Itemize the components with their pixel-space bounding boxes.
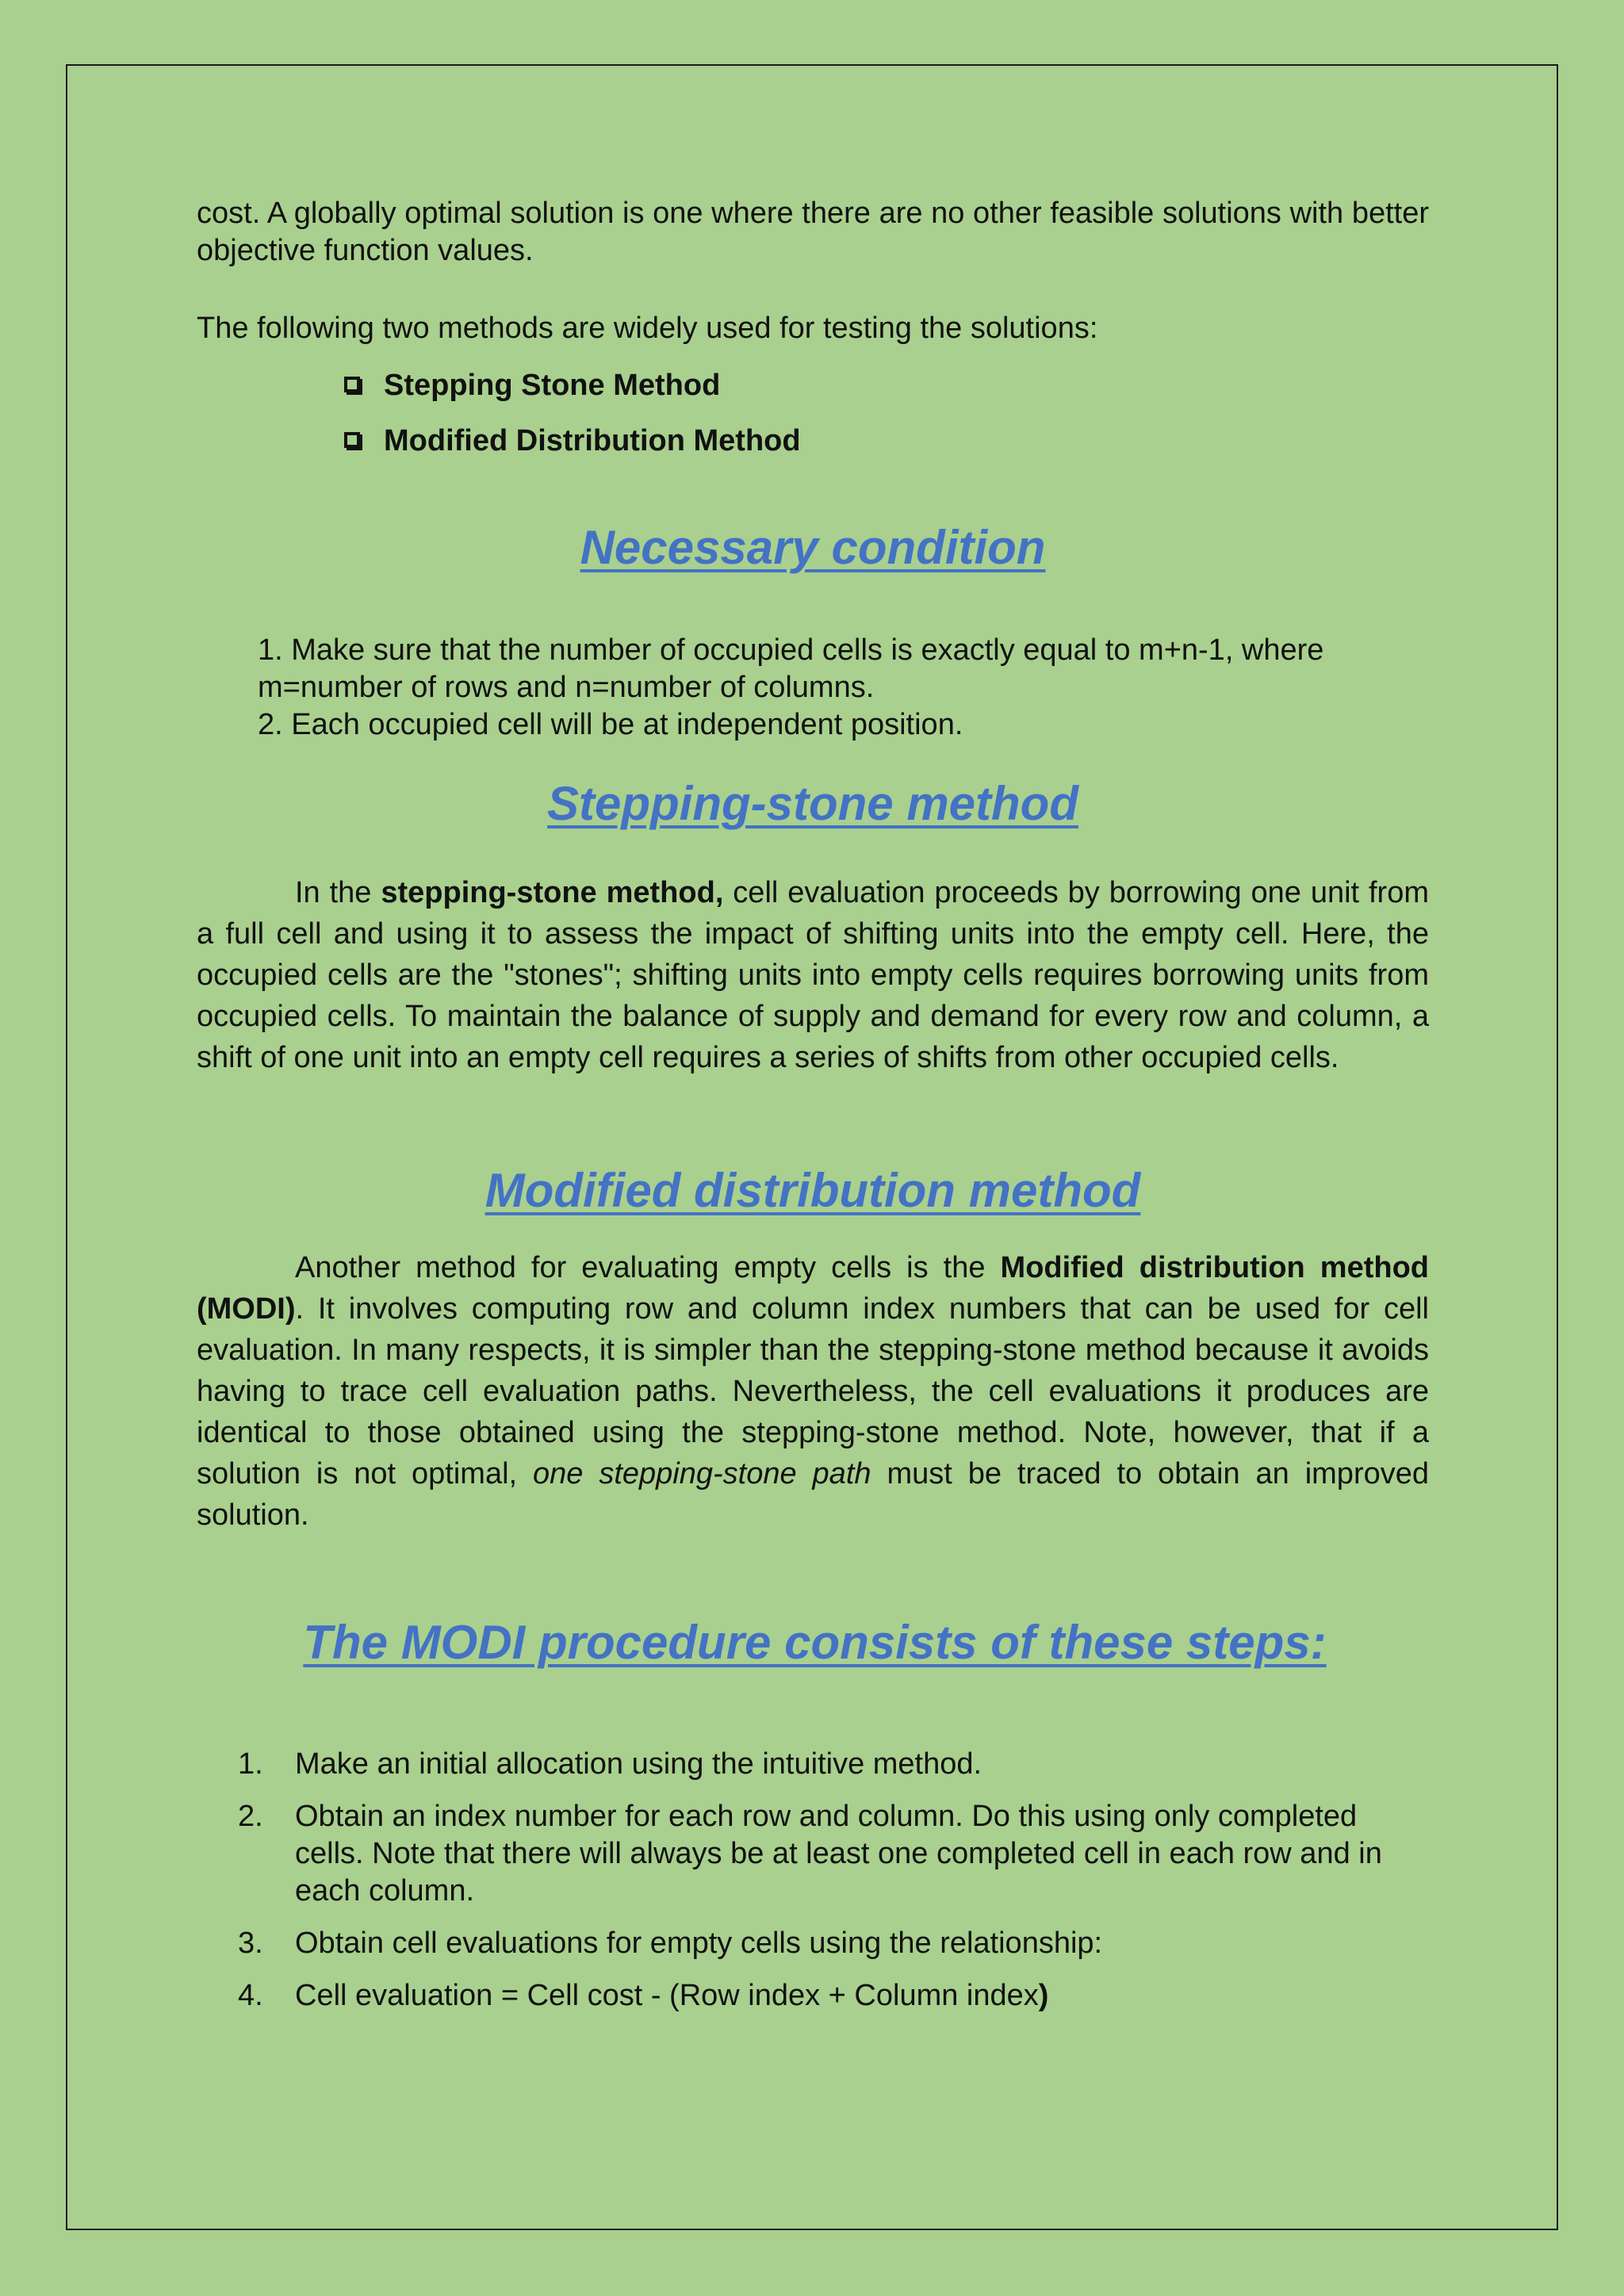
modi-steps-list (238, 1746, 1427, 2030)
item-number: 1. (258, 633, 283, 667)
checkbox-bullet-icon (344, 377, 360, 392)
list-item (344, 365, 801, 421)
necessary-condition-heading: Necessary condition (580, 521, 1046, 574)
stepping-stone-paragraph (197, 872, 1429, 1078)
italic-term: one stepping-stone path (533, 1457, 871, 1490)
item-text: Each occupied cell will be at independent position. (291, 708, 963, 741)
methods-lead-text: The following two methods are widely used for testing the solutions: (197, 312, 1098, 345)
necessary-condition-list (258, 632, 1415, 744)
intro-paragraph: cost. A globally optimal solution is one where there are no other feasible solutions with better objective function values. (197, 197, 1429, 267)
checkbox-bullet-icon (344, 432, 360, 448)
method-label: Stepping Stone Method (384, 369, 721, 402)
text-run: Cell evaluation = Cell cost - (Row index + Column index (295, 1979, 1039, 2012)
list-item (258, 632, 1415, 706)
modi-procedure-heading: The MODI procedure consists of these steps: (303, 1616, 1327, 1669)
item-text: Make sure that the number of occupied cells is exactly equal to m+n-1, where m=number of rows and n=number of columns. (258, 633, 1324, 704)
stepping-stone-heading: Stepping-stone method (547, 777, 1078, 830)
list-item (238, 1977, 1427, 2015)
text-run: Another method for evaluating empty cells is the (295, 1251, 1001, 1284)
list-item (238, 1746, 1427, 1783)
methods-list (344, 365, 801, 476)
item-number: 1. (238, 1747, 263, 1781)
bold-term: stepping-stone method, (381, 876, 724, 909)
list-item (238, 1925, 1427, 1962)
modified-distribution-heading: Modified distribution method (485, 1164, 1141, 1217)
list-item (238, 1798, 1427, 1910)
item-number: 2. (258, 708, 283, 741)
item-text: Obtain an index number for each row and column. Do this using only completed cells. Note that there will always be at least one completed cell in each row and in each column. (295, 1800, 1382, 1908)
list-item (258, 706, 1415, 744)
text-run: In the (295, 876, 381, 909)
method-label: Modified Distribution Method (384, 424, 801, 457)
bold-term: ) (1038, 1979, 1049, 2012)
list-item (344, 421, 801, 476)
text-run: . It involves computing row and column index numbers that can be used for cell evaluation. In many respects, it is simpler than the stepping-stone method because it avoids having to trace cell evaluation paths. Nevertheless, the cell evaluations it produces are identical to those obtained using the stepping-stone method. Note, however, that if a solution is not optimal, (197, 1292, 1429, 1490)
item-text (295, 1977, 1427, 2015)
item-number: 4. (238, 1979, 263, 2012)
item-text: Obtain cell evaluations for empty cells using the relationship: (295, 1927, 1103, 1960)
bold-term: Modified distribution method (MODI) (197, 1251, 1429, 1326)
text-run: cell evaluation proceeds by borrowing one unit from a full cell and using it to assess the impact of shifting units into the empty cell. Here, the occupied cells are the "stones"; shifting units into empty cells requires borrowing units from occupied cells. To maintain the balance of supply and demand for every row and column, a shift of one unit into an empty cell requires a series of shifts from other occupied cells. (197, 876, 1430, 1074)
text-run: must be traced to obtain an improved solution. (197, 1457, 1430, 1532)
item-text: Make an initial allocation using the intuitive method. (295, 1747, 982, 1781)
modified-distribution-paragraph (197, 1247, 1429, 1536)
item-number: 2. (238, 1800, 263, 1833)
item-number: 3. (238, 1927, 263, 1960)
